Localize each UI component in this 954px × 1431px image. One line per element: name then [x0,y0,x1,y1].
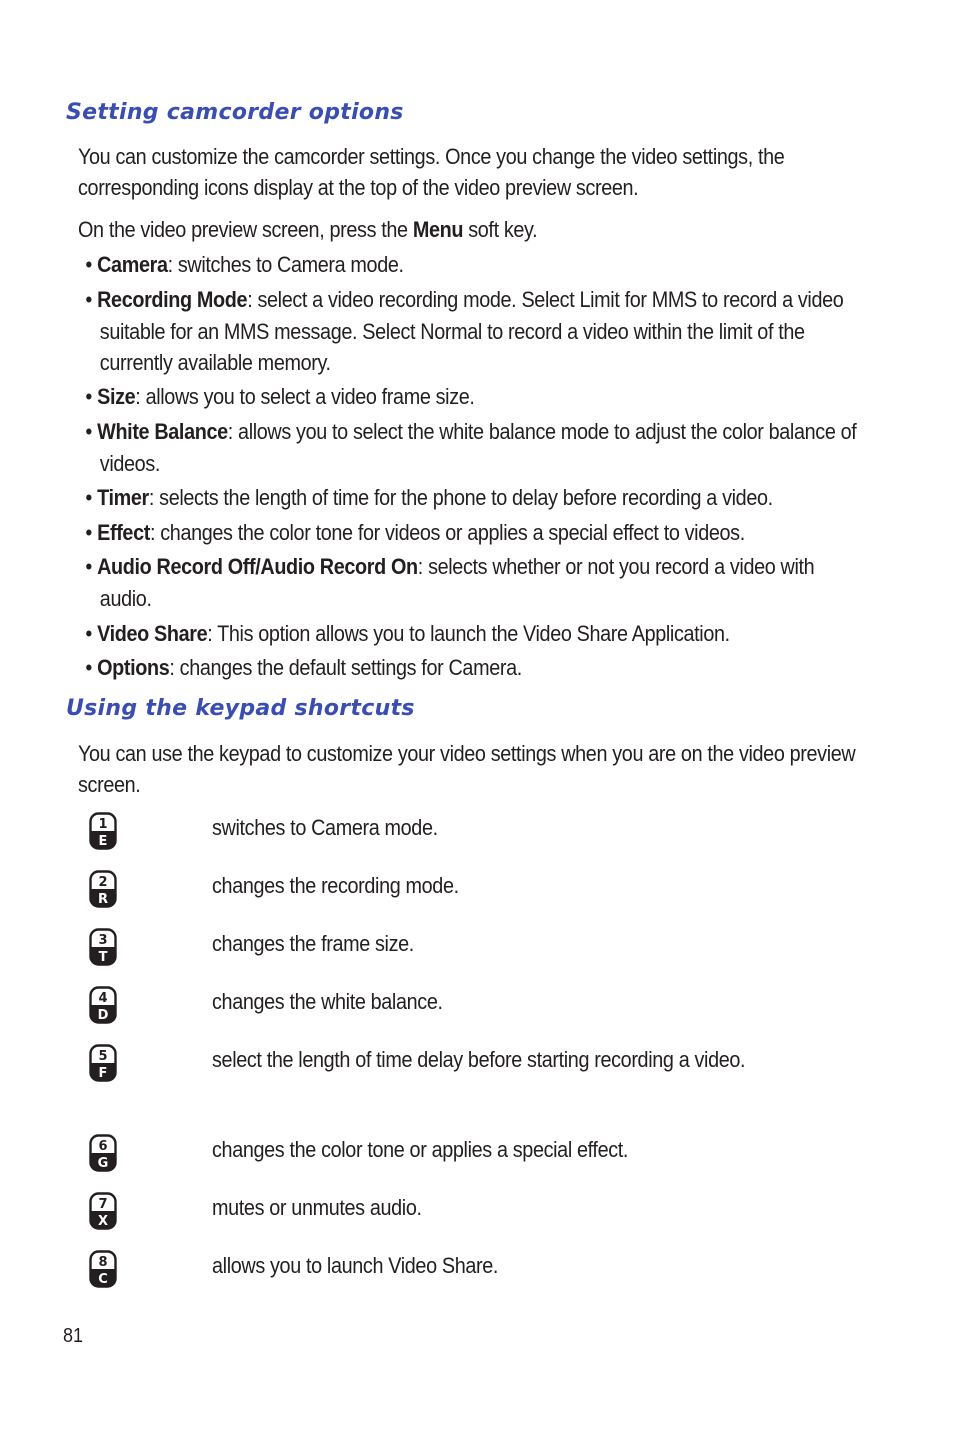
key-letter: E [98,834,108,849]
option-term: Effect [97,520,150,545]
option-term: Video Share [97,621,208,646]
option-term: Camera [97,252,168,277]
option-description: : changes the default settings for Camera. [169,655,522,680]
key-letter: G [97,1156,109,1171]
menu-instruction-text: On the video preview screen, press the [78,217,413,242]
option-item-effect: • Effect: changes the color tone for videos or applies a special effect to videos. [85,520,745,545]
menu-instruction [78,214,868,245]
key-letter: C [98,1272,108,1287]
option-item-camera: • Camera: switches to Camera mode. [85,252,404,277]
option-description: : This option allows you to launch the Video Share Application. [207,621,730,646]
option-term: Size [97,384,136,409]
key-digit: 1 [98,817,108,832]
keypad-key-6-icon [89,1134,117,1172]
option-term: Audio Record Off/Audio Record On [97,554,418,579]
shortcut-description: changes the recording mode. [212,873,459,898]
menu-instruction-text-end: soft key. [463,217,538,242]
keypad-intro-paragraph: You can use the keypad to customize your video settings when you are on the video preview screen. [78,741,856,797]
key-letter: F [98,1066,108,1081]
page-number: 81 [63,1325,84,1347]
keypad-key-8-icon [89,1250,117,1288]
option-item-timer: • Timer: selects the length of time for the phone to delay before recording a video. [85,485,773,510]
option-item-size: • Size: allows you to select a video frame size. [85,384,475,409]
option-description: : switches to Camera mode. [167,252,404,277]
option-item-white-balance: • White Balance: allows you to select the white balance mode to adjust the color balance of videos. [85,419,857,476]
key-letter: T [98,950,108,965]
option-term: Options [97,655,170,680]
menu-key-label: Menu [412,217,464,242]
key-digit: 8 [98,1255,108,1270]
option-description: : selects the length of time for the phone to delay before recording a video. [148,485,773,510]
shortcut-description: mutes or unmutes audio. [212,1195,422,1220]
option-description: : changes the color tone for videos or applies a special effect to videos. [149,520,745,545]
section-heading-keypad-shortcuts: Using the keypad shortcuts [66,696,415,721]
shortcut-description: changes the white balance. [212,989,443,1014]
key-letter: D [97,1008,109,1023]
option-item-audio-record: • Audio Record Off/Audio Record On: selects whether or not you record a video with audio. [85,554,815,611]
option-term: Recording Mode [97,287,248,312]
keypad-key-4-icon [89,986,117,1024]
keypad-key-2-icon [89,870,117,908]
keypad-key-3-icon [89,928,117,966]
option-item-video-share: • Video Share: This option allows you to launch the Video Share Application. [85,621,730,646]
option-description: : allows you to select the white balance mode to adjust the color balance of videos. [99,419,857,476]
key-digit: 5 [98,1049,108,1064]
option-item-recording-mode: • Recording Mode: select a video recording mode. Select Limit for MMS to record a video suitable for an MMS message. Select Normal to record a video within the limit of the currently available memory. [85,287,844,375]
key-digit: 3 [98,933,108,948]
option-term: Timer [97,485,149,510]
option-description: : allows you to select a video frame size. [135,384,475,409]
shortcut-description: select the length of time delay before starting recording a video. [212,1047,746,1072]
key-digit: 6 [98,1139,108,1154]
keypad-key-1-icon [89,812,117,850]
option-description: : selects whether or not you record a video with audio. [99,554,815,611]
shortcut-description: changes the color tone or applies a special effect. [212,1137,629,1162]
key-digit: 2 [98,875,108,890]
camcorder-intro-paragraph: You can customize the camcorder settings. Once you change the video settings, the corresponding icons display at the top of the video preview screen. [78,144,785,200]
shortcut-description: changes the frame size. [212,931,414,956]
option-item-options: • Options: changes the default settings for Camera. [85,655,522,680]
key-digit: 4 [98,991,108,1006]
key-letter: X [97,1214,109,1229]
key-letter: R [97,892,109,907]
keypad-key-7-icon [89,1192,117,1230]
shortcut-description: allows you to launch Video Share. [212,1253,499,1278]
shortcut-description: switches to Camera mode. [212,815,438,840]
section-heading-camcorder-options: Setting camcorder options [66,100,404,125]
key-digit: 7 [98,1197,108,1212]
keypad-key-5-icon [89,1044,117,1082]
option-description: : select a video recording mode. Select Limit for MMS to record a video suitable for an MMS message. Select Normal to record a video within the limit of the currently available memory. [99,287,844,375]
option-term: White Balance [97,419,228,444]
